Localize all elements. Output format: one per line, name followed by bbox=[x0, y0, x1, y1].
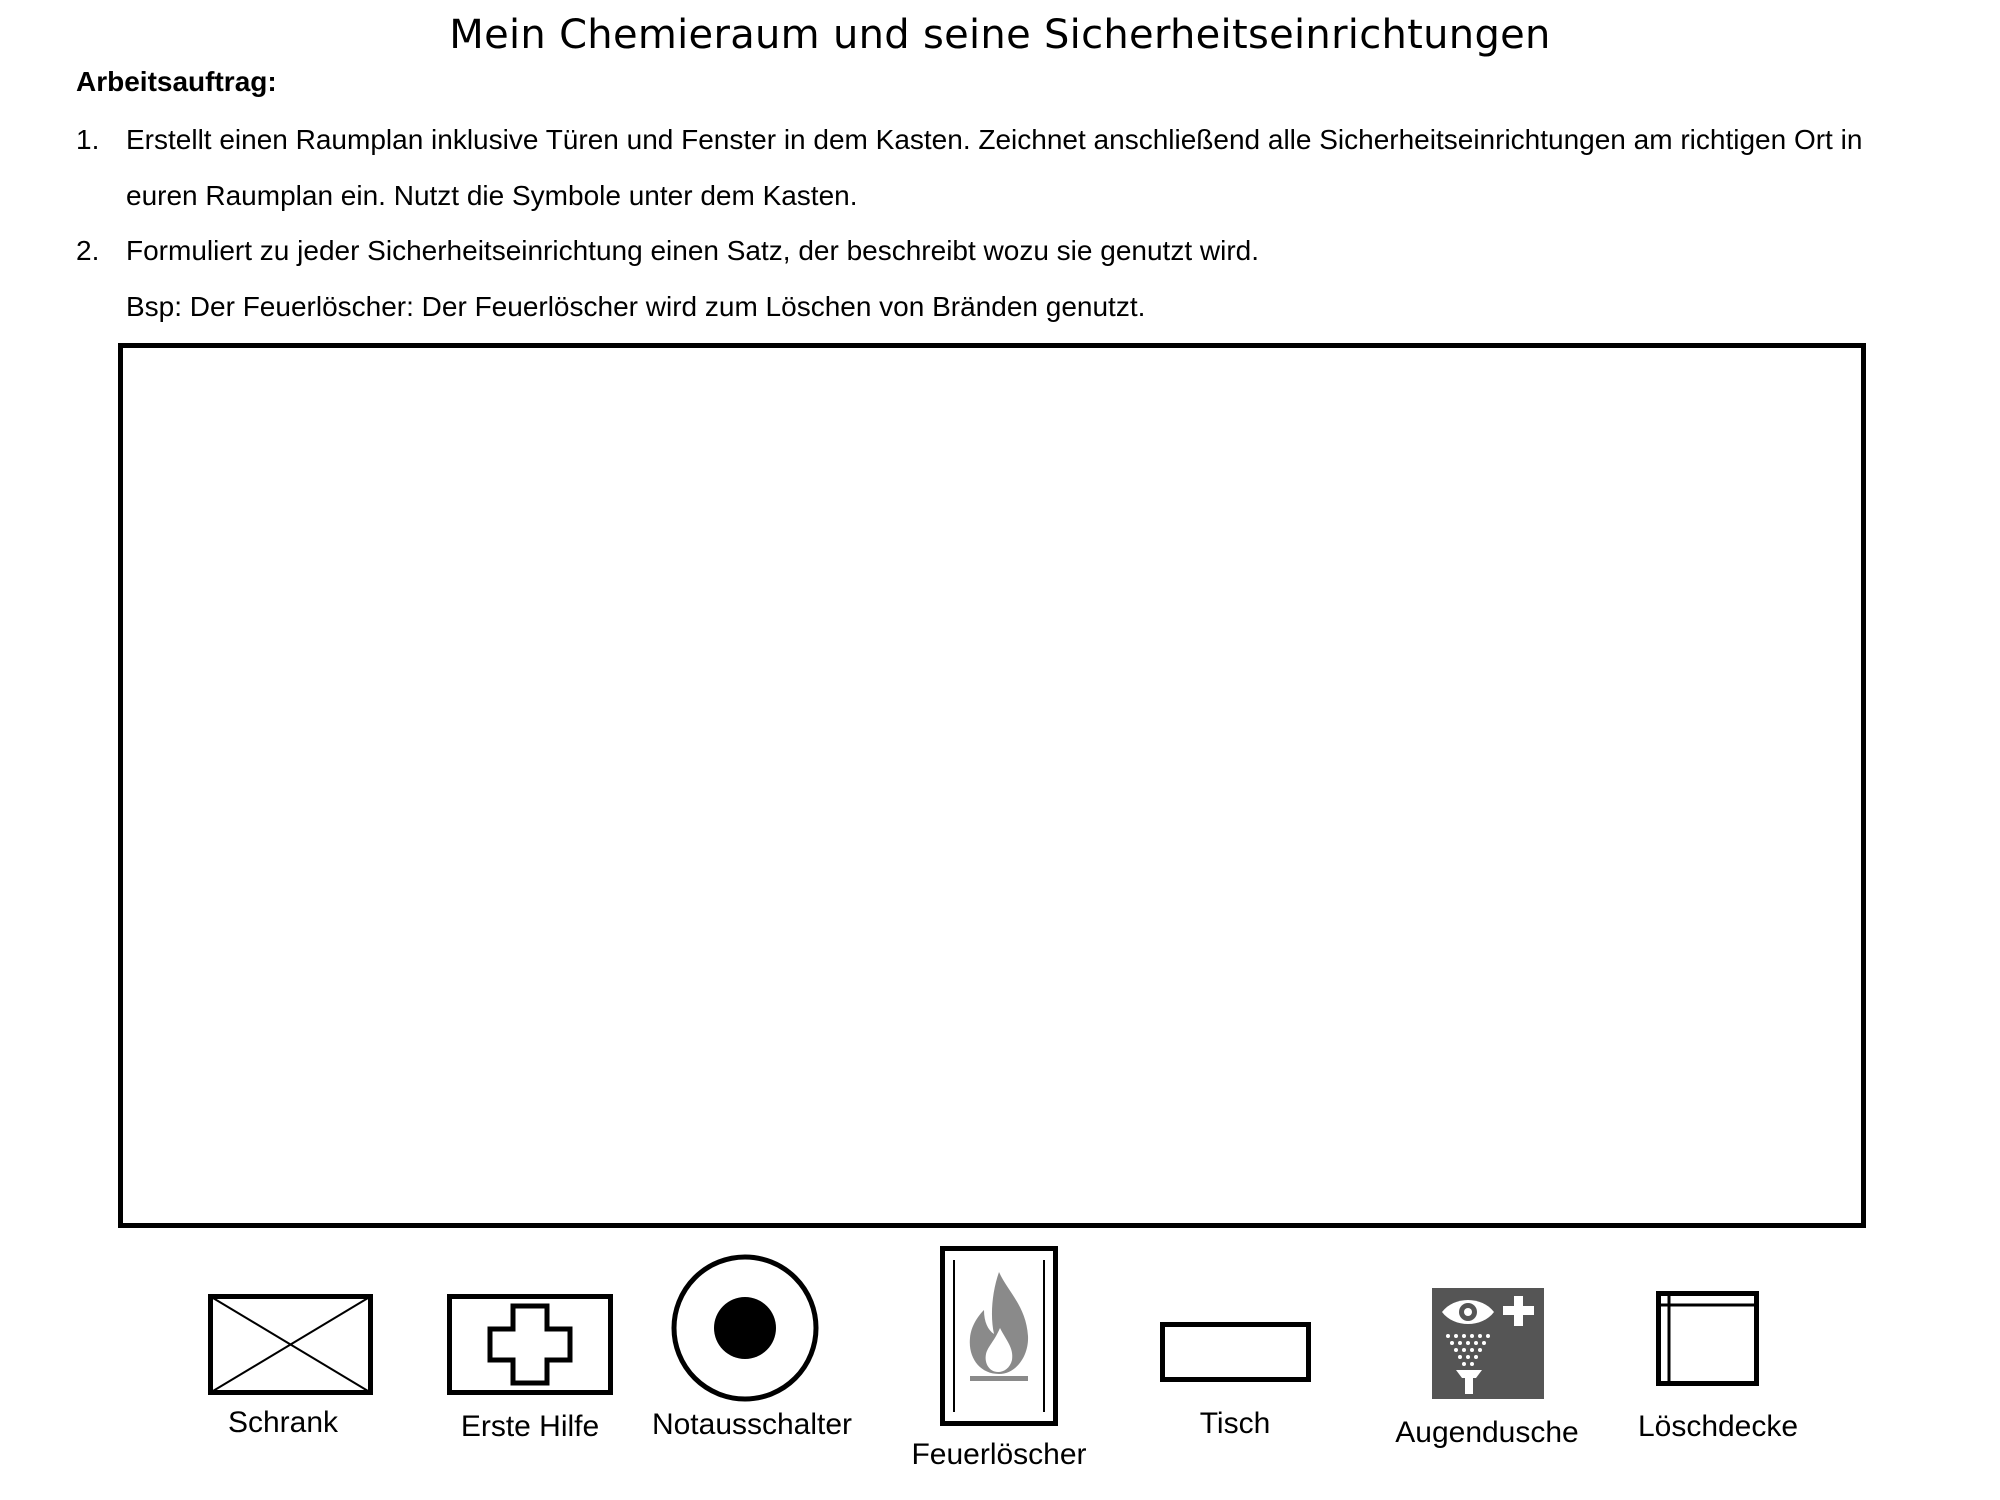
symbol-label-feuerloescher: Feuerlöscher bbox=[911, 1438, 1087, 1471]
eye-shower-sign-icon bbox=[1432, 1288, 1544, 1399]
symbol-label-tisch: Tisch bbox=[1199, 1407, 1271, 1440]
fire-blanket-icon bbox=[1656, 1291, 1759, 1386]
task-heading: Arbeitsauftrag: bbox=[76, 66, 277, 97]
symbol-label-notausschalter: Notausschalter bbox=[651, 1408, 853, 1441]
task-1-line-1: Erstellt einen Raumplan inklusive Türen und Fenster in dem Kasten. Zeichnet anschließend alle Sicherheitseinrichtungen am richtigen Ort in bbox=[126, 124, 1863, 155]
task-1-line-2: euren Raumplan ein. Nutzt die Symbole unter dem Kasten. bbox=[126, 180, 858, 211]
task-1-number: 1. bbox=[76, 124, 100, 155]
fire-extinguisher-flame-icon bbox=[940, 1246, 1058, 1426]
emergency-stop-circle-icon bbox=[669, 1253, 821, 1403]
page-title: Mein Chemieraum und seine Sicherheitseinrichtungen bbox=[449, 12, 1551, 58]
task-2-number: 2. bbox=[76, 235, 100, 266]
task-2-line-1: Formuliert zu jeder Sicherheitseinrichtung einen Satz, der beschreibt wozu sie genutzt wird. bbox=[126, 235, 1260, 266]
table-rectangle-icon bbox=[1160, 1322, 1311, 1382]
task-2-example: Bsp: Der Feuerlöscher: Der Feuerlöscher wird zum Löschen von Bränden genutzt. bbox=[126, 291, 1146, 322]
cabinet-cross-box-icon bbox=[208, 1294, 373, 1395]
symbol-label-schrank: Schrank bbox=[227, 1406, 339, 1439]
first-aid-cross-icon bbox=[447, 1294, 613, 1395]
symbol-label-loeschdecke: Löschdecke bbox=[1637, 1410, 1799, 1443]
symbol-label-augendusche: Augendusche bbox=[1395, 1416, 1579, 1449]
room-plan-drawing-area[interactable] bbox=[118, 343, 1866, 1228]
symbol-label-erste-hilfe: Erste Hilfe bbox=[460, 1410, 600, 1443]
